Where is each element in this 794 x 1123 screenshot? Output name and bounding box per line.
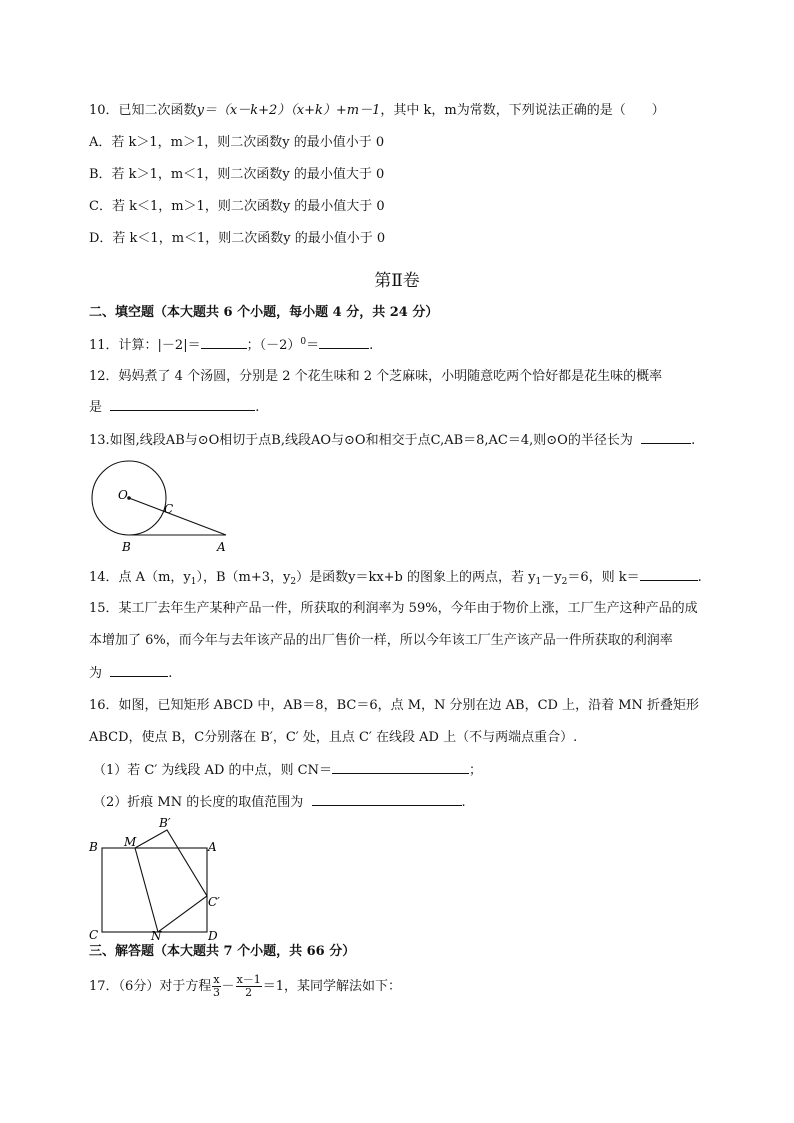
fraction-x-minus-1-over-2 [236,974,262,999]
q15-end: . [168,666,173,681]
q14-part-a: 14．点 A（m，y [89,570,191,585]
q12-end: . [255,400,260,415]
label-b-prime: B′ [159,816,171,830]
q12-blank[interactable] [110,398,255,411]
q14-blank[interactable] [640,568,698,581]
label-d: D [208,929,218,942]
q10-option-a: A．若 k＞1，m＞1，则二次函数y 的最小值小于 0 [89,135,385,150]
label-b: B [122,540,131,554]
q10-stem [89,102,665,120]
q16-line1: 16．如图，已知矩形 ABCD 中，AB＝8，BC＝6，点 M，N 分别在边 AB，CD 上，沿着 MN 折叠矩形 [89,698,700,713]
q17 [89,970,401,1004]
q14-sub-1: 1 [190,577,197,587]
q16-sub2-end: . [461,795,466,810]
q15-line2: 本增加了 6%，而今年与去年该产品的出厂售价一样，所以今年该工厂生产该产品一件所获取的利润率 [89,633,673,648]
fraction-2-numerator: x－1 [236,973,261,986]
q14-part-e: ＝6，则 k＝ [567,570,640,585]
label-c: C [164,502,174,516]
q14-end: . [697,570,702,585]
segment-ao [129,498,226,535]
q11-part-b: ；（－2） [246,338,301,353]
q16-blank-2[interactable] [312,793,462,806]
q10-function: y＝（x－k+2）（x+k）+m－1 [196,103,381,118]
fraction-1-denominator: 3 [212,986,220,999]
q11-blank-1[interactable] [201,336,247,349]
q11-end: . [369,338,374,353]
q14-sub-2: 2 [290,577,297,587]
label-a: A [217,540,226,554]
part2-title: 第Ⅱ卷 [374,271,420,291]
q10-number: 10． [89,103,119,118]
q16-rectangle-figure [86,812,246,942]
q15-blank[interactable] [110,664,168,677]
label-b: B [89,840,98,854]
label-c-prime: C′ [208,895,220,909]
q16-sub2 [93,793,466,812]
q16-sub1 [93,761,482,780]
label-m: M [124,835,137,849]
q11 [89,336,373,356]
q14 [89,568,702,588]
q12-line2-text: 是 [89,400,103,415]
q12-line2 [89,398,259,417]
q14-sub-3: 1 [535,577,542,587]
q15-line3 [89,664,172,683]
q11-part-a: 11．计算：|－2|＝ [89,338,201,353]
q13 [89,431,695,450]
q11-part-c: ＝ [306,338,320,353]
q17-minus: － [221,979,235,994]
q16-sub2-text: （2）折痕 MN 的长度的取值范围为 [93,795,304,810]
fraction-2-denominator: 2 [245,986,253,999]
fraction-1-numerator: x [213,973,220,986]
section3-header: 三、解答题（本大题共 7 个小题，共 66 分） [89,944,356,959]
q13-text: 13.如图,线段AB与⊙O相切于点B,线段AO与⊙O和相交于点C,AB＝8,AC＝4,则⊙O的半径长为 [89,433,633,448]
q17-post: ＝1，某同学解法如下： [262,979,402,994]
q17-pre: 17．（6分）对于方程 [89,979,212,994]
q10-option-c: C．若 k＜1，m＞1，则二次函数y 的最小值大于 0 [89,199,385,214]
q11-blank-2[interactable] [319,336,369,349]
q15-line1: 15．某工厂去年生产某种产品一件，所获取的利润率为 59%，今年由于物价上涨，工厂生产这种产品的成 [89,601,698,616]
q16-blank-1[interactable] [332,761,469,774]
q12-line1: 12．妈妈煮了 4 个汤圆，分别是 2 个花生味和 2 个芝麻味，小明随意吃两个恰好都是花生味的概率 [89,369,663,384]
q13-end: . [691,433,696,448]
q13-blank[interactable] [641,431,691,444]
label-a: A [208,840,217,854]
section2-header: 二、填空题（本大题共 6 个小题，每小题 4 分，共 24 分） [89,305,439,320]
label-c: C [89,928,99,942]
q10-option-b: B．若 k＞1，m＜1，则二次函数y 的最小值大于 0 [89,167,385,182]
folded-quadrilateral [135,830,207,932]
q14-part-c: ）是函数y＝kx+b 的图象上的两点，若 y [296,570,536,585]
q16-sub1-text: （1）若 C′ 为线段 AD 的中点，则 CN＝ [93,763,332,778]
label-o: O [118,488,128,502]
q16-sub1-end: ； [468,763,482,778]
q10-option-d: D．若 k＜1，m＜1，则二次函数y 的最小值小于 0 [89,231,386,246]
q10-stem-pre: 已知二次函数 [118,103,197,118]
q14-part-d: －y [541,570,562,585]
q10-stem-post: ，其中 k，m为常数，下列说法正确的是（ ） [380,103,665,118]
q16-line2: ABCD，使点 B，C分别落在 B′，C′ 处，且点 C′ 在线段 AD 上（不与两端点重合）. [89,730,578,745]
q11-exponent: 0 [300,337,307,347]
fraction-x-over-3 [212,974,220,999]
q13-circle-figure [84,460,244,556]
q15-line3-text: 为 [89,666,103,681]
q14-part-b: ），B（m+3，y [196,570,291,585]
label-n: N [151,929,162,942]
q14-sub-4: 2 [561,577,568,587]
